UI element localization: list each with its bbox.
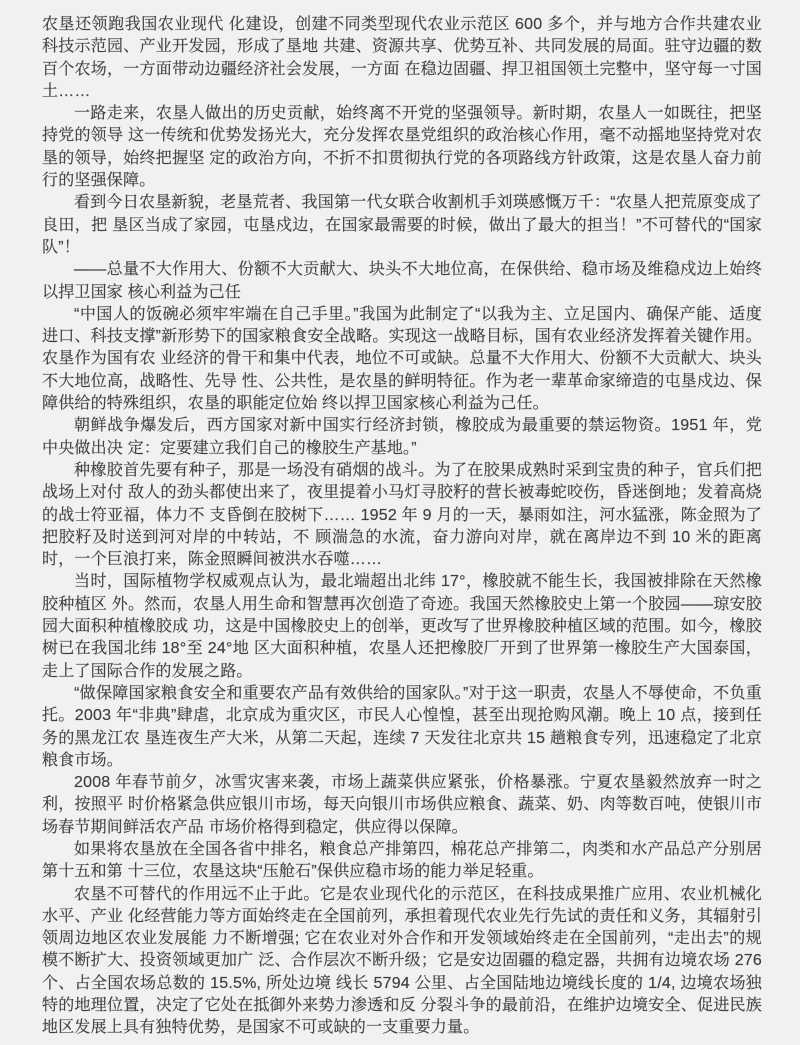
paragraph-12: 农垦不可替代的作用远不止于此。它是农业现代化的示范区，在科技成果推广应用、农业机械化水平、产业 化经营能力等方面始终走在全国前列，承担着现代农业先行先试的责任和义务，其辐射引领周边地区农业发展能 力不断增强; 它在农业对外合作和开发领域始终走在全国前列，“走出去”的规模不断扩大、投资领域更加广 泛、合作层次不断升级；它是安边固疆的稳定器，共拥有边境农场 276 个、占全国农场总数的 15.5%, 所处边境 线长 5794 公里、占全国陆地边境线长度的 1/4, 边境农场独特的地理位置，决定了它处在抵御外来势力渗透和反 分裂斗争的最前沿，在维护边境安全、促进民族地区发展上具有独特优势，是国家不可或缺的一支重要力量。 <box>42 885 762 1037</box>
paragraph-10: 2008 年春节前夕，冰雪灾害来袭，市场上蔬菜供应紧张，价格暴涨。宁夏农垦毅然放弃一时之利，按照平 时价格紧急供应银川市场，每天向银川市场供应粮食、蔬菜、奶、肉等数百吨，使银川市场春节期间鲜活农产品 市场价格得到稳定，供应得以保障。 <box>42 774 762 836</box>
paragraph-5: “中国人的饭碗必须牢牢端在自己手里。”我国为此制定了“以我为主、立足国内、确保产能、适度进口、科技支撑”新形势下的国家粮食安全战略。实现这一战略目标，国有农业经济发挥着关键作用。农垦作为国有农 业经济的骨干和集中代表，地位不可或缺。总量不大作用大、份额不大贡献大、块头不大地位高，战略性、先导 性、公共性，是农垦的鲜明特征。作为老一辈革命家缔造的屯垦戍边、保障供给的特殊组织，农垦的职能定位始 终以捍卫国家核心利益为己任。 <box>42 305 762 413</box>
paragraph-4: ——总量不大作用大、份额不大贡献大、块头不大地位高，在保供给、稳市场及维稳戍边上始终以捍卫国家 核心利益为己任 <box>42 261 762 301</box>
paragraph-1: 农垦还领跑我国农业现代 化建设，创建不同类型现代农业示范区 600 多个，并与地方合作共建农业科技示范园、产业开发园，形成了垦地 共建、资源共享、优势互补、共同发展的局面。驻守边疆的数百个农场，一方面带动边疆经济社会发展，一方面 在稳边固疆、捍卫祖国领土完整中，坚守每一寸国土…… <box>42 16 762 100</box>
paragraph-2: 一路走来，农垦人做出的历史贡献，始终离不开党的坚强领导。新时期，农垦人一如既往，把坚持党的领导 这一传统和优势发扬光大，充分发挥农垦党组织的政治核心作用，毫不动摇地坚持党对农垦的领导，始终把握坚 定的政治方向，不折不扣贯彻执行党的各项路线方针政策，这是农垦人奋力前行的坚强保障。 <box>42 105 762 190</box>
paragraph-8: 当时，国际植物学权威观点认为，最北端超出北纬 17°，橡胶就不能生长，我国被排除在天然橡胶种植区 外。然而，农垦人用生命和智慧再次创造了奇迹。我国天然橡胶史上第一个胶园——琼安胶园大面积种植橡胶成 功，这是中国橡胶史上的创举，更改写了世界橡胶种植区域的范围。如今，橡胶树已在我国北纬 18°至 24°地 区大面积种植，农垦人还把橡胶厂开到了世界第一橡胶生产大国泰国，走上了国际合作的发展之路。 <box>42 573 762 680</box>
paragraph-6: 朝鲜战争爆发后，西方国家对新中国实行经济封锁，橡胶成为最重要的禁运物资。1951 年，党中央做出决 定：定要建立我们自己的橡胶生产基地。” <box>42 417 762 457</box>
paragraph-7: 种橡胶首先要有种子，那是一场没有硝烟的战斗。为了在胶果成熟时采到宝贵的种子，官兵们把战场上对付 敌人的劲头都使出来了，夜里提着小马灯寻胶籽的营长被毒蛇咬伤，昏迷倒地；发着高烧的战士符亚福，体力不 支昏倒在胶树下…… 1952 年 9 月的一天，暴雨如注，河水猛涨，陈金照为了把胶籽及时送到河对岸的中转站，不 顾湍急的水流，奋力游向对岸，就在离岸边不到 10 米的距离时，一个巨浪打来，陈金照瞬间被洪水吞噬…… <box>42 461 762 569</box>
paragraph-3: 看到今日农垦新貌，老垦荒者、我国第一代女联合收割机手刘瑛感慨万千：“农垦人把荒原变成了良田，把 垦区当成了家园，屯垦戍边，在国家最需要的时候，做出了最大的担当！”不可替代的“国家队”！ <box>42 194 762 256</box>
paragraph-11: 如果将农垦放在全国各省中排名，粮食总产排第四，棉花总产排第二，肉类和水产品总产分别居第十五和第 十三位，农垦这块“压舱石”保供应稳市场的能力举足轻重。 <box>42 840 762 881</box>
paragraph-9: “做保障国家粮食安全和重要农产品有效供给的国家队。”对于这一职责，农垦人不辱使命，不负重托。2003 年“非典”肆虐，北京成为重灾区，市民人心惶惶，甚至出现抢购风潮。晚上 10 点，接到任务的黑龙江农 垦连夜生产大米，从第二天起，连续 7 天发往北京共 15 趟粮食专列，迅速稳定了北京粮食市场。 <box>42 684 762 769</box>
